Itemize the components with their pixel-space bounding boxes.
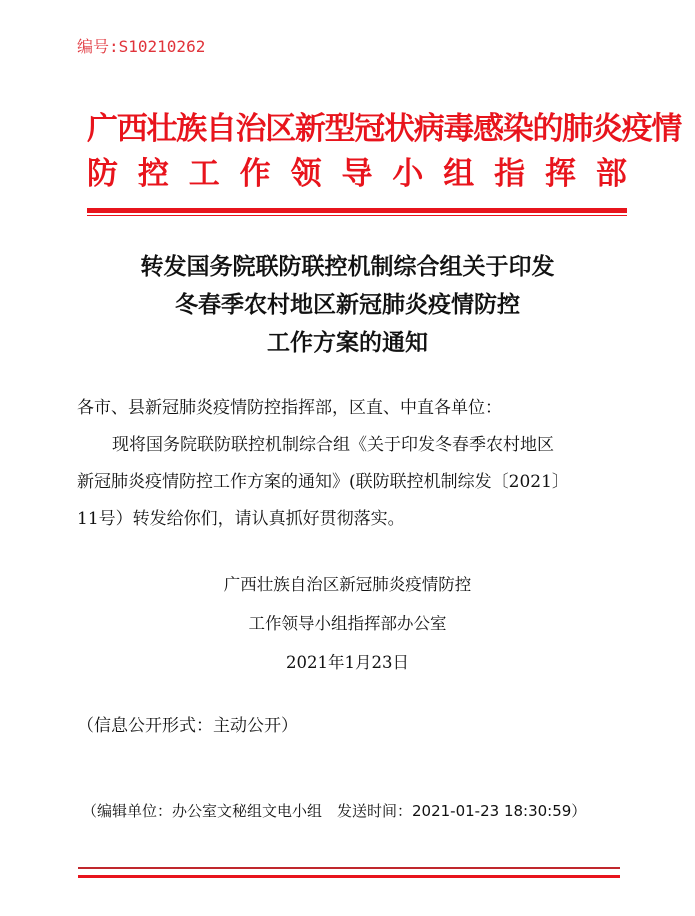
- org-char: 小: [392, 156, 424, 192]
- footer-edit-info: （编辑单位：办公室文秘组文电小组 发送时间：2021-01-23 18:30:59）: [82, 802, 587, 820]
- org-char: 工: [188, 156, 220, 192]
- body-line: 11号）转发给你们，请认真抓好贯彻落实。: [77, 509, 405, 529]
- addressee: 各市、县新冠肺炎疫情防控指挥部，区直、中直各单位：: [77, 398, 502, 418]
- title-line: 转发国务院联防联控机制综合组关于印发: [140, 253, 555, 280]
- signature-line: 工作领导小组指挥部办公室: [248, 614, 447, 633]
- issuing-org-line1: 广西壮族自治区新型冠状病毒感染的肺炎疫情: [87, 111, 681, 147]
- body-line: 现将国务院联防联控机制综合组《关于印发冬春季农村地区: [112, 435, 554, 455]
- title-line: 冬春季农村地区新冠肺炎疫情防控: [175, 291, 520, 318]
- title-line: 工作方案的通知: [267, 329, 428, 356]
- disclosure-form: （信息公开形式：主动公开）: [77, 716, 298, 736]
- org-char: 指: [494, 156, 526, 192]
- org-char: 部: [595, 156, 627, 192]
- org-char: 防: [87, 156, 118, 192]
- footer-thin-rule: [78, 867, 620, 869]
- org-char: 组: [443, 156, 475, 192]
- org-char: 作: [239, 156, 271, 192]
- org-char: 领: [290, 156, 322, 192]
- header-thick-rule: [87, 208, 627, 213]
- org-char: 控: [137, 156, 169, 192]
- document-title: [0, 248, 695, 362]
- issuing-org-line2: [87, 148, 627, 193]
- footer-thick-rule: [78, 875, 620, 878]
- org-char: 挥: [545, 156, 577, 192]
- document-number: 编号:S10210262: [77, 37, 206, 56]
- header-thin-rule: [87, 215, 627, 216]
- signature-block: [0, 565, 695, 682]
- signature-line: 广西壮族自治区新冠肺炎疫情防控: [223, 575, 472, 594]
- body-line: 新冠肺炎疫情防控工作方案的通知》(联防联控机制综发〔2021〕: [77, 472, 569, 492]
- org-char: 导: [341, 156, 373, 192]
- signature-date: 2021年1月23日: [286, 653, 409, 672]
